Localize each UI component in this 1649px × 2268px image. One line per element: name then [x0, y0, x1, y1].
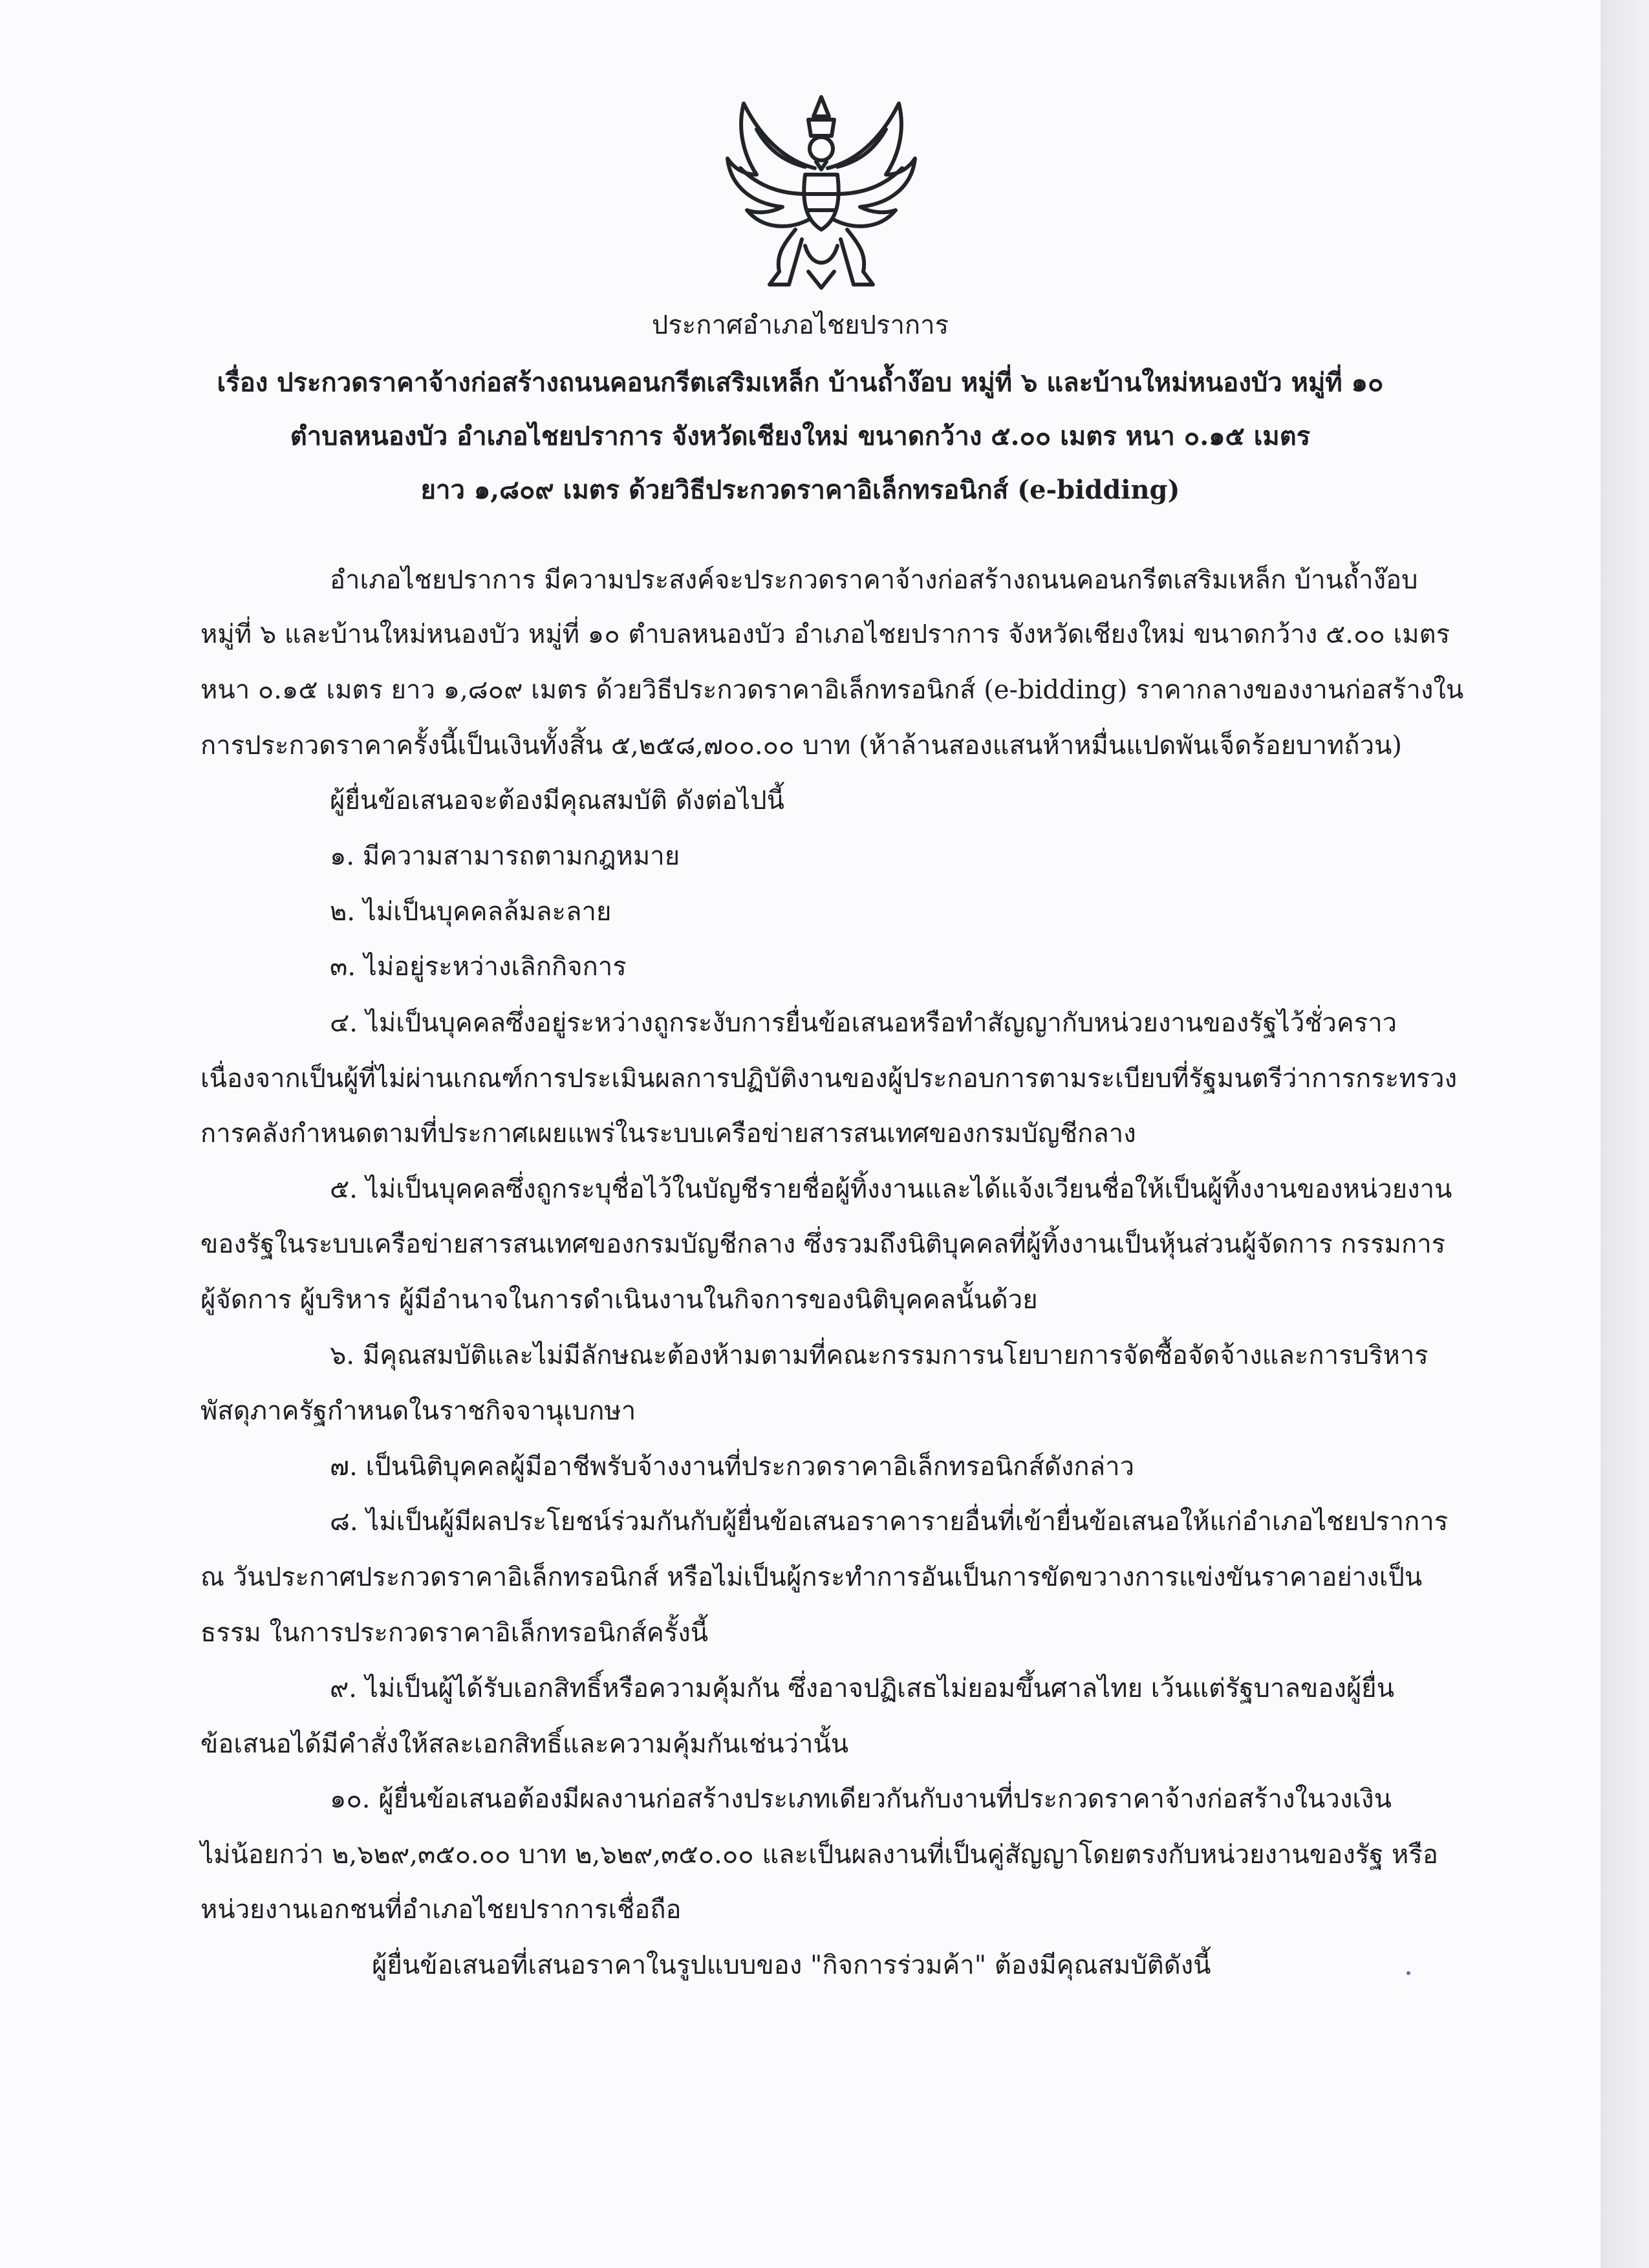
body-line: ข้อเสนอได้มีคำสั่งให้สละเอกสิทธิ์และความคุ้มกันเช่นว่านั้น: [200, 1729, 849, 1759]
qualification-item-4: ๔. ไม่เป็นบุคคลซึ่งอยู่ระหว่างถูกระงับการยื่นข้อเสนอหรือทำสัญญากับหน่วยงานของรัฐไว้ชั่วคราว: [330, 1008, 1397, 1038]
qualification-item-6: ๖. มีคุณสมบัติและไม่มีลักษณะต้องห้ามตามที่คณะกรรมการนโยบายการจัดซื้อจัดจ้างและการบริหาร: [330, 1341, 1428, 1370]
subject-line-2: ตำบลหนองบัว อำเภอไชยปราการ จังหวัดเชียงใหม่ ขนาดกว้าง ๕.๐๐ เมตร หนา ๐.๑๕ เมตร: [290, 421, 1311, 451]
body-line: เนื่องจากเป็นผู้ที่ไม่ผ่านเกณฑ์การประเมินผลการปฏิบัติงานของผู้ประกอบการตามระเบียบที่รัฐมนตรีว่าการกระทรวง: [200, 1064, 1458, 1094]
subject-line-3: ยาว ๑,๘๐๙ เมตร ด้วยวิธีประกวดราคาอิเล็กทรอนิกส์ (e-bidding): [420, 475, 1180, 505]
qualification-item-10: ๑๐. ผู้ยื่นข้อเสนอต้องมีผลงานก่อสร้างประเภทเดียวกันกับงานที่ประกวดราคาจ้างก่อสร้างในวงเงิน: [330, 1784, 1392, 1814]
document-agency: ประกาศอำเภอไชยปราการ: [651, 310, 949, 340]
garuda-emblem-icon: [718, 91, 925, 294]
body-line: อำเภอไชยปราการ มีความประสงค์จะประกวดราคาจ้างก่อสร้างถนนคอนกรีตเสริมเหล็ก บ้านถ้ำง๊อบ: [330, 565, 1418, 595]
qualification-item-1: ๑. มีความสามารถตามกฎหมาย: [330, 841, 680, 871]
body-line: หมู่ที่ ๖ และบ้านใหม่หนองบัว หมู่ที่ ๑๐ ตำบลหนองบัว อำเภอไชยปราการ จังหวัดเชียงใหม่ ขนาดกว้าง ๕.๐๐ เมตร: [200, 620, 1450, 649]
qualification-item-3: ๓. ไม่อยู่ระหว่างเลิกกิจการ: [330, 952, 627, 982]
qualification-item-5: ๕. ไม่เป็นบุคคลซึ่งถูกระบุชื่อไว้ในบัญชีรายชื่อผู้ทิ้งงานและได้แจ้งเวียนชื่อให้เป็นผู้ทิ้งงานของหน่วยงาน: [330, 1174, 1452, 1204]
page-edge-shadow: [1600, 0, 1649, 2268]
qualification-item-9: ๙. ไม่เป็นผู้ได้รับเอกสิทธิ์หรือความคุ้มกัน ซึ่งอาจปฏิเสธไม่ยอมขึ้นศาลไทย เว้นแต่รัฐบาลของผู้ยื่น: [330, 1674, 1395, 1703]
body-line: ผู้จัดการ ผู้บริหาร ผู้มีอำนาจในการดำเนินงานในกิจการของนิติบุคคลนั้นด้วย: [200, 1285, 1038, 1315]
body-line: ธรรม ในการประกวดราคาอิเล็กทรอนิกส์ครั้งนี้: [200, 1618, 709, 1648]
qualification-item-8: ๘. ไม่เป็นผู้มีผลประโยชน์ร่วมกันกับผู้ยื่นข้อเสนอราคารายอื่นที่เข้ายื่นข้อเสนอให้แก่อำเภอไชยปราการ: [330, 1507, 1449, 1537]
body-line: หนา ๐.๑๕ เมตร ยาว ๑,๘๐๙ เมตร ด้วยวิธีประกวดราคาอิเล็กทรอนิกส์ (e-bidding) ราคากลางของงานก่อสร้างใน: [200, 675, 1464, 705]
body-line: ของรัฐในระบบเครือข่ายสารสนเทศของกรมบัญชีกลาง ซึ่งรวมถึงนิติบุคคลที่ผู้ทิ้งงานเป็นหุ้นส่วนผู้จัดการ กรรมการ: [200, 1229, 1446, 1259]
body-line: ไม่น้อยกว่า ๒,๖๒๙,๓๕๐.๐๐ บาท ๒,๖๒๙,๓๕๐.๐๐ และเป็นผลงานที่เป็นคู่สัญญาโดยตรงกับหน่วยงานของรัฐ หรือ: [200, 1840, 1438, 1870]
body-line: ณ วันประกาศประกวดราคาอิเล็กทรอนิกส์ หรือไม่เป็นผู้กระทำการอันเป็นการขัดขวางการแข่งขันราคาอย่างเป็น: [200, 1562, 1423, 1592]
joint-venture-intro: ผู้ยื่นข้อเสนอที่เสนอราคาในรูปแบบของ "กิจการร่วมค้า" ต้องมีคุณสมบัติดังนี้: [372, 1950, 1211, 1980]
qualification-item-7: ๗. เป็นนิติบุคคลผู้มีอาชีพรับจ้างงานที่ประกวดราคาอิเล็กทรอนิกส์ดังกล่าว: [330, 1452, 1135, 1482]
body-line: การคลังกำหนดตามที่ประกาศเผยแพร่ในระบบเครือข่ายสารสนเทศของกรมบัญชีกลาง: [200, 1119, 1136, 1149]
subject-line-1: เรื่อง ประกวดราคาจ้างก่อสร้างถนนคอนกรีตเสริมเหล็ก บ้านถ้ำง๊อบ หมู่ที่ ๖ และบ้านใหม่หนองบัว หมู่ที่ ๑๐: [217, 367, 1384, 398]
body-line: พัสดุภาครัฐกำหนดในราชกิจจานุเบกษา: [200, 1396, 636, 1426]
qualifications-intro: ผู้ยื่นข้อเสนอจะต้องมีคุณสมบัติ ดังต่อไปนี้: [330, 786, 784, 815]
qualification-item-2: ๒. ไม่เป็นบุคคลล้มละลาย: [330, 897, 612, 927]
body-line: หน่วยงานเอกชนที่อำเภอไชยปราการเชื่อถือ: [200, 1895, 682, 1925]
body-line: การประกวดราคาครั้งนี้เป็นเงินทั้งสิ้น ๕,๒๕๘,๗๐๐.๐๐ บาท (ห้าล้านสองแสนห้าหมื่นแปดพันเจ็ดร้อยบาทถ้วน): [200, 731, 1402, 761]
ink-speck: [1406, 1971, 1410, 1975]
